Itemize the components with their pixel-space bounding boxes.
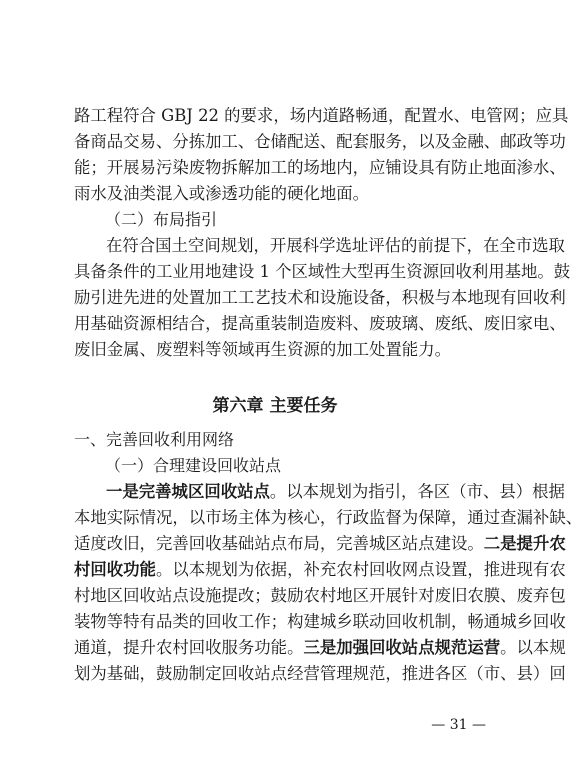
paragraph-line: 划为基础，鼓励制定回收站点经营管理规范，推进各区（市、县）回 [74,664,566,683]
paragraph-line [74,638,566,658]
paragraph-line: 能；开展易污染废物拆解加工的场地内，应铺设具有防止地面渗水、 [74,158,566,177]
chapter-title: 第六章 主要任务 [212,396,338,416]
paragraph-line: 村地区回收站点设施提改；鼓励农村地区开展针对废旧农膜、废弃包 [74,586,566,605]
paragraph-line: 雨水及油类混入或渗透功能的硬化地面。 [74,184,370,203]
paragraph-line [74,560,566,580]
bold-lead: 一是完善城区回收站点 [106,482,270,501]
section-heading: 一、完善回收利用网络 [74,430,235,449]
bold-lead: 二是提升农 [483,534,566,553]
paragraph-line: 路工程符合 GBJ 22 的要求，场内道路畅通，配置水、电管网；应具 [74,106,569,125]
paragraph-line: 装物等特有品类的回收工作；构建城乡联动回收机制，畅通城乡回收 [74,612,566,631]
paragraph-line: 具备条件的工业用地建设 1 个区域性大型再生资源回收利用基地。鼓 [74,262,571,281]
paragraph-line [74,534,566,554]
bold-lead: 村回收功能 [74,560,156,579]
paragraph-line: 备商品交易、分拣加工、仓储配送、配套服务，以及金融、邮政等功 [74,132,566,151]
bold-lead: 三是加强回收站点规范运营 [303,638,501,657]
paragraph-line [106,482,565,502]
text-run: 通道，提升农村回收服务功能。 [74,638,304,657]
paragraph-line: 励引进先进的处置加工工艺技术和设施设备，积极与本地现有回收利 [74,288,566,307]
paragraph-line: 在符合国土空间规划，开展科学选址评估的前提下，在全市选取 [106,236,565,255]
page-number: — 31 — [431,717,486,733]
text-run: 适度改旧，完善回收基础站点布局，完善城区站点建设。 [74,534,484,553]
text-run: 。以本规划为依据，补充农村回收网点设置，推进现有农 [155,560,566,579]
subsection-heading: （一）合理建设回收站点 [105,456,282,475]
paragraph-line: 用基础资源相结合，提高重装制造废料、废玻璃、废纸、废旧家电、 [74,314,566,333]
text-run: 。以本规划为指引，各区（市、县）根据 [269,482,565,501]
subsection-heading: （二）布局指引 [105,210,218,229]
text-run: 。以本规 [500,638,566,657]
paragraph-line: 本地实际情况，以市场主体为核心，行政监督为保障，通过查漏补缺、 [74,508,582,527]
paragraph-line: 废旧金属、废塑料等领域再生资源的加工处置能力。 [74,340,451,359]
